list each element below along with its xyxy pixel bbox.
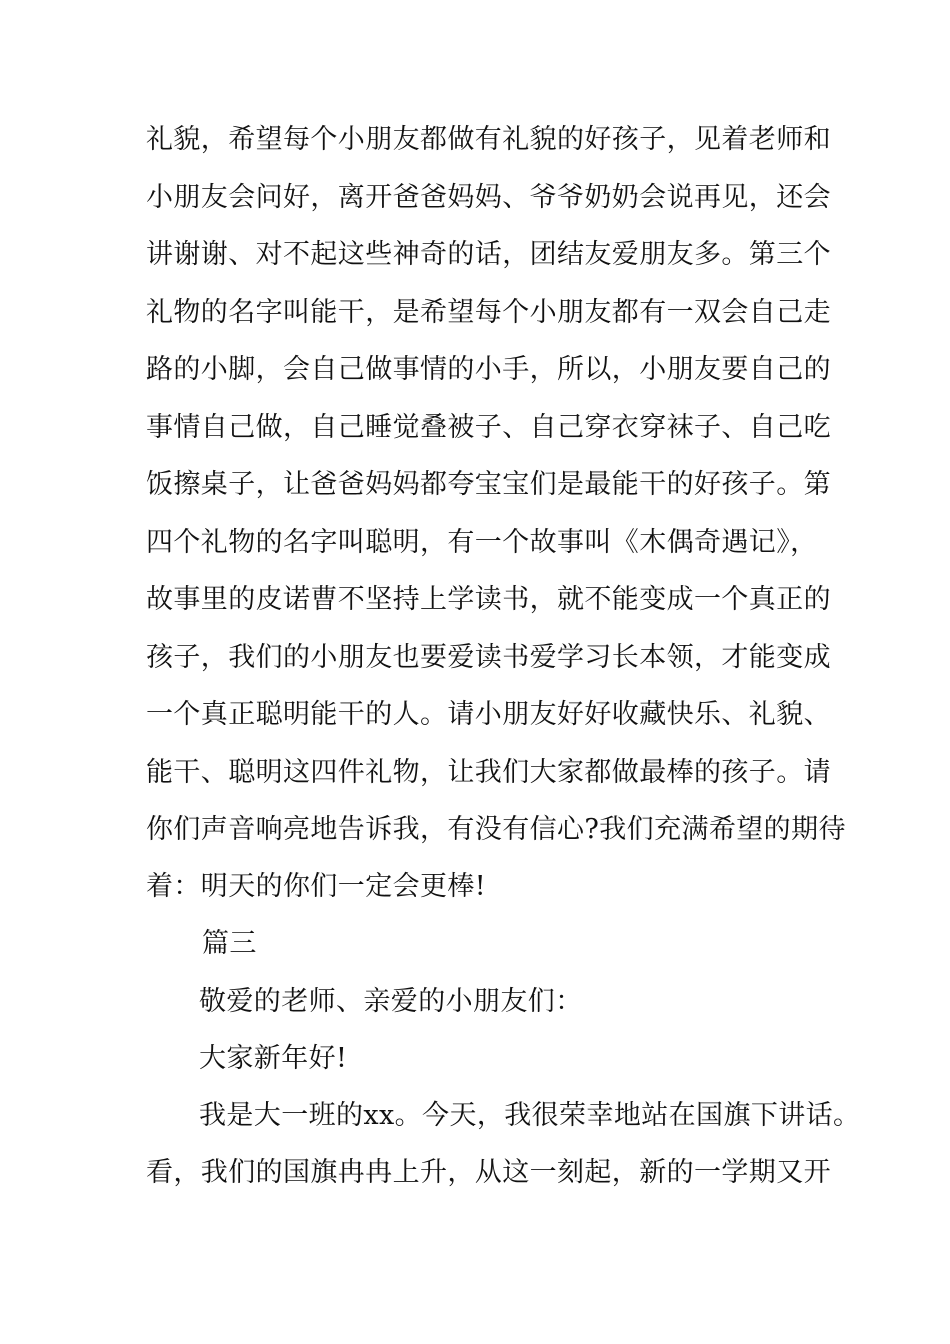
paragraph-line-12: 能干、聪明这四件礼物，让我们大家都做最棒的孩子。请	[146, 757, 831, 788]
paragraph-line-8: 四个礼物的名字叫聪明，有一个故事叫《木偶奇遇记》，	[146, 527, 818, 558]
paragraph-line-5: 路的小脚，会自己做事情的小手，所以，小朋友要自己的	[146, 354, 831, 385]
paragraph-line-4: 礼物的名字叫能干，是希望每个小朋友都有一双会自己走	[146, 297, 831, 328]
salutation: 敬爱的老师、亲爱的小朋友们：	[199, 986, 583, 1017]
paragraph-line-3: 讲谢谢、对不起这些神奇的话，团结友爱朋友多。第三个	[146, 239, 831, 270]
paragraph-line-2: 小朋友会问好，离开爸爸妈妈、爷爷奶奶会说再见，还会	[146, 182, 831, 213]
paragraph-line-7: 饭擦桌子，让爸爸妈妈都夸宝宝们是最能干的好孩子。第	[146, 469, 831, 500]
paragraph-line-13: 你们声音响亮地告诉我，有没有信心?我们充满希望的期待	[146, 814, 846, 845]
paragraph-line-6: 事情自己做，自己睡觉叠被子、自己穿衣穿袜子、自己吃	[146, 412, 831, 443]
speech-line-2: 看，我们的国旗冉冉上升，从这一刻起，新的一学期又开	[146, 1157, 831, 1188]
section-title: 篇三	[202, 928, 257, 959]
paragraph-line-14: 着：明天的你们一定会更棒!	[146, 871, 487, 902]
paragraph-line-11: 一个真正聪明能干的人。请小朋友好好收藏快乐、礼貌、	[146, 699, 831, 730]
speech-line-1: 我是大一班的xx。今天，我很荣幸地站在国旗下讲话。	[199, 1100, 861, 1131]
greeting: 大家新年好!	[199, 1043, 348, 1074]
paragraph-line-9: 故事里的皮诺曹不坚持上学读书，就不能变成一个真正的	[146, 584, 831, 615]
paragraph-line-10: 孩子，我们的小朋友也要爱读书爱学习长本领，才能变成	[146, 642, 831, 673]
paragraph-line-1: 礼貌，希望每个小朋友都做有礼貌的好孩子，见着老师和	[146, 124, 831, 155]
